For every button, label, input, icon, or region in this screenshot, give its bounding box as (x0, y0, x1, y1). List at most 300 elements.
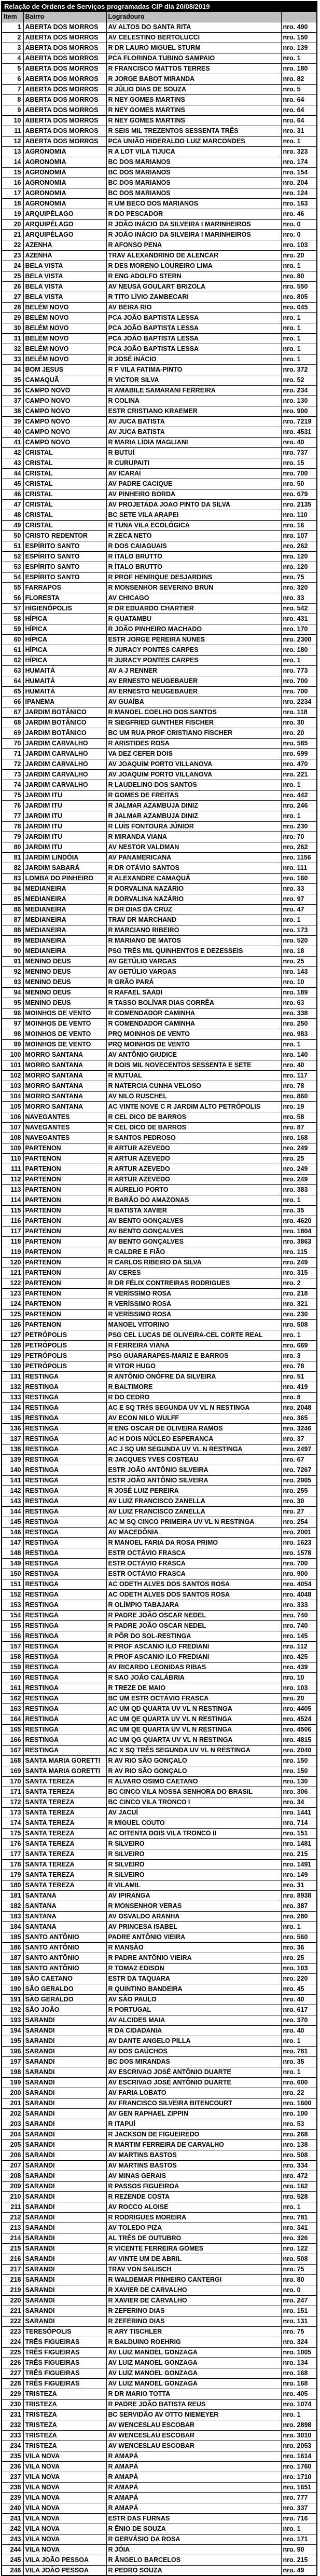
nro-cell: nro. 33 (281, 883, 317, 894)
nro-cell: nro. 134 (281, 2357, 317, 2368)
bairro-cell: SARANDI (23, 2285, 106, 2295)
table-row (2, 2451, 317, 2461)
nro-cell: nro. 1 (281, 1330, 317, 1340)
nro-cell: nro. 1491 (281, 1859, 317, 1870)
nro-cell: nro. 215 (281, 1849, 317, 1859)
bairro-cell: SARANDI (23, 2046, 106, 2056)
nro-cell: nro. 40 (281, 2025, 317, 2036)
item-number-cell: 204 (2, 2129, 23, 2139)
bairro-cell: NAVEGANTES (23, 1112, 106, 1122)
item-number-cell: 238 (2, 2482, 23, 2492)
table-row (2, 1880, 317, 1890)
table-row (2, 1174, 317, 1184)
nro-cell: nro. 254 (281, 1517, 317, 1527)
nro-cell: nro. 7267 (281, 1465, 317, 1475)
item-number-cell: 19 (2, 209, 23, 219)
nro-cell: nro. 215 (281, 2555, 317, 2565)
item-number-cell: 175 (2, 1828, 23, 1838)
nro-cell: nro. 168 (281, 2368, 317, 2378)
item-number-cell: 33 (2, 354, 23, 364)
nro-cell: nro. 490 (281, 22, 317, 32)
item-number-cell: 85 (2, 894, 23, 904)
logradouro-cell: R DR EDUARDO CHARTIER (106, 603, 281, 614)
table-row (2, 966, 317, 977)
item-number-cell: 130 (2, 1361, 23, 1371)
item-number-cell: 57 (2, 603, 23, 614)
nro-cell: nro. 1 (281, 261, 317, 271)
logradouro-cell: TRAV DR MARCHAND (106, 915, 281, 925)
nro-cell: nro. 700 (281, 468, 317, 479)
bairro-cell: SANTA MARIA GORETTI (23, 1766, 106, 1776)
logradouro-cell: BC UM ESTR OCTÁVIO FRASCA (106, 1693, 281, 1703)
item-number-cell: 36 (2, 385, 23, 396)
nro-cell: nro. 131 (281, 2316, 317, 2326)
bairro-cell: RESTINGA (23, 1527, 106, 1537)
bairro-cell: TRÊS FIGUEIRAS (23, 2378, 106, 2389)
logradouro-cell: R PEDRO SOUZA (106, 2565, 281, 2575)
nro-cell: nro. 1481 (281, 1838, 317, 1849)
table-row (2, 2067, 317, 2077)
bairro-cell: RESTINGA (23, 1371, 106, 1382)
logradouro-cell: R COMENDADOR CAMINHA (106, 1018, 281, 1029)
bairro-cell: VILA NOVA (23, 2524, 106, 2534)
bairro-cell: AZENHA (23, 240, 106, 250)
item-number-cell: 192 (2, 2005, 23, 2015)
bairro-cell: AGRONOMIA (23, 188, 106, 198)
logradouro-cell: PCA FLORINDA TUBINO SAMPAIO (106, 53, 281, 63)
bairro-cell: SARANDI (23, 2119, 106, 2129)
table-row (2, 63, 317, 74)
nro-cell: nro. 40 (281, 1060, 317, 1070)
item-number-cell: 51 (2, 541, 23, 551)
table-row (2, 562, 317, 572)
logradouro-cell: R QUINTINO BANDEIRA (106, 1984, 281, 1994)
bairro-cell: PARTENON (23, 1299, 106, 1309)
table-row (2, 1081, 317, 1091)
nro-cell: nro. 1 (281, 354, 317, 364)
logradouro-cell: R ARTUR AZEVEDO (106, 1164, 281, 1174)
table-row (2, 281, 317, 292)
nro-cell: nro. 150 (281, 1766, 317, 1776)
logradouro-cell: R JOSÉ INÁCIO (106, 354, 281, 364)
bairro-cell: TERESÓPOLIS (23, 2326, 106, 2337)
logradouro-cell: R NATERCIA CUNHA VELOSO (106, 1081, 281, 1091)
table-row (2, 1620, 317, 1631)
item-number-cell: 171 (2, 1787, 23, 1797)
item-number-cell: 163 (2, 1703, 23, 1714)
logradouro-cell: AC ODETH ALVES DOS SANTOS ROSA (106, 1579, 281, 1589)
item-number-cell: 23 (2, 250, 23, 261)
logradouro-cell: R JÚLIO DIAS DE SOUZA (106, 84, 281, 94)
bairro-cell: JARDIM BOTÂNICO (23, 717, 106, 728)
item-number-cell: 193 (2, 2015, 23, 2025)
nro-cell: nro. 1 (281, 2067, 317, 2077)
logradouro-cell: R OLÍMPIO TABAJARA (106, 1600, 281, 1610)
logradouro-cell: R DES MORENO LOUREIRO LIMA (106, 261, 281, 271)
bairro-cell: TRÊS FIGUEIRAS (23, 2368, 106, 2378)
table-row (2, 105, 317, 115)
logradouro-cell: R ARTUR AZEVEDO (106, 1153, 281, 1164)
logradouro-cell: AV NILO RUSCHEL (106, 1091, 281, 1101)
item-number-cell: 228 (2, 2378, 23, 2389)
nro-cell: nro. 122 (281, 2243, 317, 2254)
item-number-cell: 216 (2, 2254, 23, 2264)
nro-cell: nro. 5 (281, 84, 317, 94)
logradouro-cell: AV CHICAGO (106, 593, 281, 603)
nro-cell: nro. 19 (281, 1101, 317, 1112)
table-row (2, 1164, 317, 1174)
logradouro-cell: R MUTUAL (106, 1070, 281, 1081)
bairro-cell: JARDIM CARVALHO (23, 769, 106, 780)
item-number-cell: 151 (2, 1579, 23, 1589)
item-number-cell: 207 (2, 2160, 23, 2171)
item-number-cell: 183 (2, 1911, 23, 1921)
item-number-cell: 16 (2, 178, 23, 188)
logradouro-cell: R ÊNIO DE SOUZA (106, 2524, 281, 2534)
bairro-cell: HÍPICA (23, 634, 106, 645)
bairro-cell: MEDIANEIRA (23, 946, 106, 956)
bairro-cell: VILA JOÃO PESSOA (23, 2555, 106, 2565)
nro-cell: nro. 70 (281, 832, 317, 842)
logradouro-cell: BC CINCO VILA NOSSA SENHORA DO BRASIL (106, 1787, 281, 1797)
nro-cell: nro. 255 (281, 1485, 317, 1496)
item-number-cell: 140 (2, 1465, 23, 1475)
bairro-cell: SÃO CAETANO (23, 1973, 106, 1984)
item-number-cell: 177 (2, 1849, 23, 1859)
bairro-cell: SARANDI (23, 2191, 106, 2202)
bairro-cell: RESTINGA (23, 1735, 106, 1745)
nro-cell: nro. 320 (281, 582, 317, 593)
logradouro-cell: AV ESCRIVAO JOSÉ ANTÔNIO DUARTE (106, 2077, 281, 2088)
table-row (2, 582, 317, 593)
bairro-cell: MEDIANEIRA (23, 915, 106, 925)
logradouro-cell: R SILVEIRO (106, 1870, 281, 1880)
nro-cell: nro. 669 (281, 1340, 317, 1351)
logradouro-cell: R CURUPAITI (106, 458, 281, 468)
item-number-cell: 20 (2, 219, 23, 229)
item-number-cell: 137 (2, 1434, 23, 1444)
item-number-cell: 95 (2, 998, 23, 1008)
nro-cell: nro. 249 (281, 1174, 317, 1184)
item-number-cell: 49 (2, 520, 23, 530)
nro-cell: nro. 150 (281, 32, 317, 43)
table-row (2, 2482, 317, 2492)
logradouro-cell: R BARÃO DO AMAZONAS (106, 1195, 281, 1205)
logradouro-cell: R PROF ASCANIO ILO FREDIANI (106, 1652, 281, 1662)
logradouro-cell: AV SÃO PAULO (106, 1994, 281, 2005)
table-row (2, 1818, 317, 1828)
nro-cell: nro. 82 (281, 74, 317, 84)
item-number-cell: 229 (2, 2389, 23, 2399)
logradouro-cell: R JALMAR AZAMBUJA DINIZ (106, 800, 281, 811)
table-row (2, 250, 317, 261)
item-number-cell: 196 (2, 2046, 23, 2056)
nro-cell: nro. 321 (281, 1299, 317, 1309)
logradouro-cell: R VERÍSSIMO ROSA (106, 1309, 281, 1319)
item-number-cell: 161 (2, 1683, 23, 1693)
logradouro-cell: R MARIA LÍDIA MAGLIANI (106, 437, 281, 447)
item-number-cell: 224 (2, 2337, 23, 2347)
logradouro-cell: AV GUAÍBA (106, 697, 281, 707)
table-row (2, 1091, 317, 1101)
item-number-cell: 109 (2, 1143, 23, 1153)
item-number-cell: 64 (2, 676, 23, 686)
logradouro-cell: R ARTUR AZEVEDO (106, 1174, 281, 1184)
bairro-cell: TRISTEZA (23, 2399, 106, 2409)
table-row (2, 697, 317, 707)
table-row (2, 2005, 317, 2015)
nro-cell: nro. 78 (281, 1081, 317, 1091)
item-number-cell: 13 (2, 146, 23, 157)
table-row (2, 364, 317, 375)
logradouro-cell: R TASSO BOLÍVAR DIAS CORRÊA (106, 998, 281, 1008)
table-row (2, 2098, 317, 2108)
table-row (2, 2150, 317, 2160)
nro-cell: nro. 168 (281, 1133, 317, 1143)
item-number-cell: 30 (2, 323, 23, 333)
table-row (2, 1745, 317, 1755)
item-number-cell: 108 (2, 1133, 23, 1143)
bairro-cell: SÃO JOÃO (23, 2005, 106, 2015)
table-row (2, 2337, 317, 2347)
table-row (2, 396, 317, 406)
table-row (2, 2285, 317, 2295)
logradouro-cell: R JÓIA (106, 2544, 281, 2555)
table-row (2, 2503, 317, 2513)
table-row (2, 2492, 317, 2503)
bairro-cell: SANTA TEREZA (23, 1838, 106, 1849)
item-number-cell: 82 (2, 863, 23, 873)
logradouro-cell: AV GETÚLIO VARGAS (106, 956, 281, 966)
bairro-cell: BELÉM NOVO (23, 344, 106, 354)
bairro-cell: RESTINGA (23, 1496, 106, 1506)
table-row (2, 1423, 317, 1434)
item-number-cell: 47 (2, 499, 23, 510)
item-number-cell: 184 (2, 1921, 23, 1932)
bairro-cell: ESPÍRITO SANTO (23, 572, 106, 582)
logradouro-cell: AV JACUÍ (106, 1807, 281, 1818)
nro-cell: nro. 306 (281, 1787, 317, 1797)
bairro-cell: MORRO SANTANA (23, 1050, 106, 1060)
table-row (2, 551, 317, 562)
nro-cell: nro. 250 (281, 1018, 317, 1029)
nro-cell: nro. 180 (281, 645, 317, 655)
bairro-cell: ESPÍRITO SANTO (23, 551, 106, 562)
nro-cell: nro. 75 (281, 2264, 317, 2274)
nro-cell: nro. 112 (281, 1641, 317, 1652)
item-number-cell: 244 (2, 2544, 23, 2555)
table-row (2, 1610, 317, 1620)
bairro-cell: RESTINGA (23, 1745, 106, 1755)
bairro-cell: ABERTA DOS MORROS (23, 84, 106, 94)
bairro-cell: MEDIANEIRA (23, 904, 106, 915)
table-row (2, 748, 317, 759)
item-number-cell: 90 (2, 946, 23, 956)
logradouro-cell: R PROF HENRIQUE DESJARDINS (106, 572, 281, 582)
table-row (2, 883, 317, 894)
nro-cell: nro. 189 (281, 987, 317, 998)
item-number-cell: 179 (2, 1870, 23, 1880)
table-row (2, 738, 317, 748)
item-number-cell: 50 (2, 530, 23, 541)
table-row (2, 2025, 317, 2036)
table-row (2, 2171, 317, 2181)
table-row (2, 1361, 317, 1371)
table-row (2, 655, 317, 665)
table-title-row (2, 2, 317, 11)
bairro-cell: FLORESTA (23, 593, 106, 603)
logradouro-cell: R JURACY PONTES CARPES (106, 655, 281, 665)
nro-cell: nro. 1 (281, 2409, 317, 2420)
item-number-cell: 132 (2, 1382, 23, 1392)
logradouro-cell: AV ALCIDES MAIA (106, 2015, 281, 2025)
nro-cell: nro. 4048 (281, 1589, 317, 1600)
table-row (2, 1496, 317, 1506)
bairro-cell: CRISTAL (23, 489, 106, 499)
table-row (2, 1070, 317, 1081)
logradouro-cell: R ÂNGELO BARCELOS (106, 2555, 281, 2565)
bairro-cell: TRÊS FIGUEIRAS (23, 2337, 106, 2347)
table-row (2, 665, 317, 676)
logradouro-cell: R GRÃO PARÁ (106, 977, 281, 987)
nro-cell: nro. 528 (281, 2191, 317, 2202)
bairro-cell: SARANDI (23, 2150, 106, 2160)
item-number-cell: 203 (2, 2119, 23, 2129)
item-number-cell: 222 (2, 2316, 23, 2326)
bairro-cell: CAMPO NOVO (23, 406, 106, 416)
nro-cell: nro. 143 (281, 966, 317, 977)
logradouro-cell: R RODRIGUES MOREIRA (106, 2212, 281, 2223)
bairro-cell: SANTANA (23, 1901, 106, 1911)
item-number-cell: 103 (2, 1081, 23, 1091)
table-row (2, 1787, 317, 1797)
logradouro-cell: AV LUIZ MANOEL GONZAGA (106, 2357, 281, 2368)
table-row (2, 146, 317, 157)
table-row (2, 323, 317, 333)
nro-cell: nro. 8938 (281, 1890, 317, 1901)
bairro-cell: AGRONOMIA (23, 146, 106, 157)
table-row (2, 1683, 317, 1693)
logradouro-cell: R FRANCISCO MATTOS TERRES (106, 63, 281, 74)
table-row (2, 2036, 317, 2046)
nro-cell: nro. 280 (281, 1911, 317, 1921)
item-number-cell: 87 (2, 915, 23, 925)
logradouro-cell: R MIGUEL COUTO (106, 1818, 281, 1828)
nro-cell: nro. 860 (281, 1091, 317, 1101)
item-number-cell: 169 (2, 1766, 23, 1776)
bairro-cell: MENINO DEUS (23, 956, 106, 966)
table-row (2, 1267, 317, 1278)
table-row (2, 1672, 317, 1683)
table-row (2, 2243, 317, 2254)
item-number-cell: 156 (2, 1631, 23, 1641)
item-number-cell: 78 (2, 821, 23, 832)
table-row (2, 468, 317, 479)
logradouro-cell: BC DOS MARIANOS (106, 167, 281, 178)
item-number-cell: 172 (2, 1797, 23, 1807)
logradouro-cell: R PASSOS FIGUEIROA (106, 2181, 281, 2191)
logradouro-cell: R JORGE BABOT MIRANDA (106, 74, 281, 84)
logradouro-cell: R ITAPUÍ (106, 2119, 281, 2129)
nro-cell: nro. 699 (281, 748, 317, 759)
bairro-cell: RESTINGA (23, 1683, 106, 1693)
table-row (2, 790, 317, 800)
logradouro-cell: ESTR JORGE PEREIRA NUNES (106, 634, 281, 645)
nro-cell: nro. 439 (281, 1662, 317, 1672)
logradouro-cell: AV ALTOS DO SANTA RITA (106, 22, 281, 32)
table-row (2, 32, 317, 43)
item-number-cell: 230 (2, 2399, 23, 2409)
bairro-cell: ABERTA DOS MORROS (23, 136, 106, 146)
item-number-cell: 66 (2, 697, 23, 707)
table-row (2, 1755, 317, 1766)
item-number-cell: 112 (2, 1174, 23, 1184)
logradouro-cell: R NEY GOMES MARTINS (106, 105, 281, 115)
nro-cell: nro. 103 (281, 240, 317, 250)
logradouro-cell: R ALEXANDRE CAMAQUÃ (106, 873, 281, 883)
logradouro-cell: R AMABILE SAMARANI FERREIRA (106, 385, 281, 396)
nro-cell: nro. 20 (281, 728, 317, 738)
item-number-cell: 124 (2, 1299, 23, 1309)
bairro-cell: SÃO GERALDO (23, 1984, 106, 1994)
item-number-cell: 223 (2, 2326, 23, 2337)
bairro-cell: CRISTO REDENTOR (23, 530, 106, 541)
nro-cell: nro. 31 (281, 1880, 317, 1890)
nro-cell: nro. 50 (281, 479, 317, 489)
logradouro-cell: PRQ MOINHOS DE VENTO (106, 1029, 281, 1039)
table-row (2, 925, 317, 935)
logradouro-cell: AV VINTE UM DE ABRIL (106, 2254, 281, 2264)
bairro-cell: PETRÓPOLIS (23, 1340, 106, 1351)
table-row (2, 1392, 317, 1402)
bairro-cell: JARDIM ITU (23, 800, 106, 811)
logradouro-cell: R ZECA NETO (106, 530, 281, 541)
table-body (2, 22, 317, 2575)
item-number-cell: 68 (2, 717, 23, 728)
item-number-cell: 89 (2, 935, 23, 946)
bairro-cell: SANTANA (23, 1890, 106, 1901)
item-number-cell: 180 (2, 1880, 23, 1890)
logradouro-cell: AV WENCESLAU ESCOBAR (106, 2441, 281, 2451)
item-number-cell: 37 (2, 396, 23, 406)
logradouro-cell: BC DOS MARIANOS (106, 188, 281, 198)
logradouro-cell: ESTR OCTÁVIO FRASCA (106, 1569, 281, 1579)
bairro-cell: RESTINGA (23, 1434, 106, 1444)
nro-cell: nro. 0 (281, 2285, 317, 2295)
nro-cell: nro. 173 (281, 925, 317, 935)
item-number-cell: 107 (2, 1122, 23, 1133)
item-number-cell: 110 (2, 1153, 23, 1164)
bairro-cell: TRISTEZA (23, 2430, 106, 2441)
table-row (2, 1984, 317, 1994)
bairro-cell: TRISTEZA (23, 2420, 106, 2430)
bairro-cell: ABERTA DOS MORROS (23, 74, 106, 84)
nro-cell: nro. 365 (281, 1413, 317, 1423)
bairro-cell: RESTINGA (23, 1589, 106, 1600)
table-row (2, 863, 317, 873)
nro-cell: nro. 149 (281, 1870, 317, 1880)
bairro-cell: RESTINGA (23, 1454, 106, 1465)
item-number-cell: 166 (2, 1735, 23, 1745)
logradouro-cell: R AMAPÁ (106, 2492, 281, 2503)
item-number-cell: 146 (2, 1527, 23, 1537)
bairro-cell: MORRO SANTANA (23, 1081, 106, 1091)
nro-cell: nro. 1623 (281, 1537, 317, 1548)
item-number-cell: 194 (2, 2025, 23, 2036)
bairro-cell: FARRAPOS (23, 582, 106, 593)
bairro-cell: RESTINGA (23, 1672, 106, 1683)
bairro-cell: SARANDI (23, 2025, 106, 2036)
